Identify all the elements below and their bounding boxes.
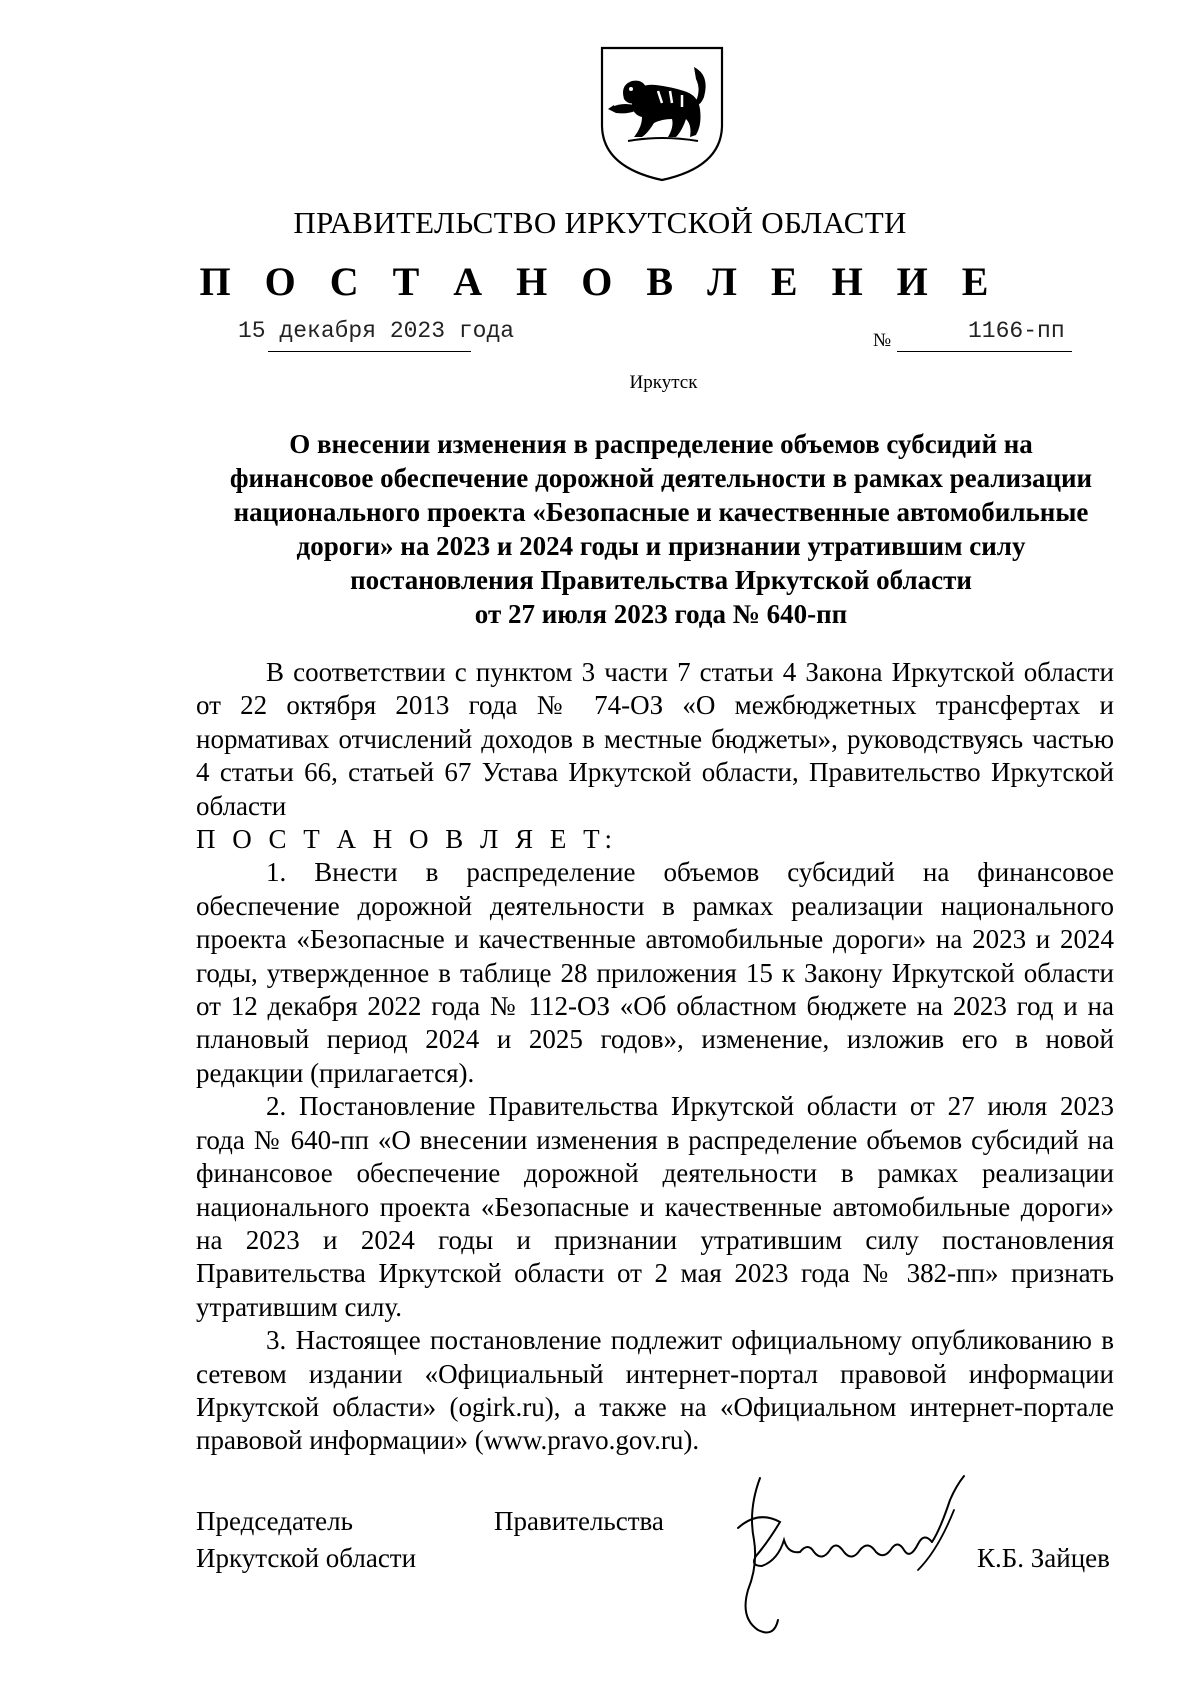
item-1-paragraph: 1. Внести в распределение объемов субсидий на финансовое обеспечение дорожной деятельности в рамках реализации национального проекта «Безопасные и качественные автомобильные дороги» на 2023 и 2024 годы, утвержденное в таблице 28 приложения 15 к Закону Иркутской области от 12 декабря 2022 года № 112-ОЗ «Об областном бюджете на 2023 год и на плановый период 2024 и 2025 годов», изменение, изложив его в новой редакции (прилагается). <box>196 857 1114 1088</box>
signer-name: К.Б. Зайцев <box>977 1543 1110 1573</box>
city-name: Иркутск <box>629 372 698 393</box>
resolves-heading: П О С Т А Н О В Л Я Е Т: <box>196 824 618 855</box>
number-sign: № <box>873 330 892 351</box>
date-underline <box>268 351 471 352</box>
signer-title-line-1-right: Правительства <box>494 1506 664 1536</box>
subject-line: О внесении изменения в распределение объемов субсидий на <box>289 429 1033 459</box>
document-date: 15 декабря 2023 года <box>238 318 515 344</box>
subject-line: от 27 июля 2023 года № 640-пп <box>474 599 848 629</box>
signer-title-line-2: Иркутской области <box>196 1543 417 1573</box>
subject-line: постановления Правительства Иркутской области <box>350 565 972 595</box>
preamble-paragraph: В соответствии с пунктом 3 части 7 статьи 4 Закона Иркутской области от 22 октября 2013 года № 74-ОЗ «О межбюджетных трансфертах и нормативах отчислений доходов в местные бюджеты», руководствуясь частью 4 статьи 66, статьей 67 Устава Иркутской области, Правительство Иркутской области <box>196 657 1114 821</box>
subject-line: финансовое обеспечение дорожной деятельности в рамках реализации <box>229 463 1093 493</box>
document-subject <box>196 427 1126 631</box>
handwritten-signature-icon <box>718 1470 988 1645</box>
document-number: 1166-пп <box>968 318 1065 344</box>
irkutsk-coat-of-arms-icon <box>598 45 726 183</box>
number-underline <box>897 351 1072 352</box>
subject-line: дороги» на 2023 и 2024 годы и признании утратившим силу <box>296 531 1026 561</box>
government-title: ПРАВИТЕЛЬСТВО ИРКУТСКОЙ ОБЛАСТИ <box>293 205 907 240</box>
item-2-paragraph: 2. Постановление Правительства Иркутской области от 27 июля 2023 года № 640-пп «О внесении изменения в распределение объемов субсидий на финансовое обеспечение дорожной деятельности в рамках реализации национального проекта «Безопасные и качественные автомобильные дороги» на 2023 и 2024 годы и признании утратившим силу постановления Правительства Иркутской области от 2 мая 2023 года № 382-пп» признать утратившим силу. <box>196 1091 1114 1322</box>
subject-line: национального проекта «Безопасные и качественные автомобильные <box>233 497 1089 527</box>
document-body <box>196 656 1114 1458</box>
item-3-paragraph: 3. Настоящее постановление подлежит официальному опубликованию в сетевом издании «Официальный интернет-портал правовой информации Иркутской области» (ogirk.ru), а также на «Официальном интернет-портале правовой информации» (www.pravo.gov.ru). <box>196 1325 1114 1456</box>
document-type-title: П О С Т А Н О В Л Е Н И Е <box>199 259 1001 304</box>
signer-title-line-1: Председатель <box>196 1506 353 1536</box>
